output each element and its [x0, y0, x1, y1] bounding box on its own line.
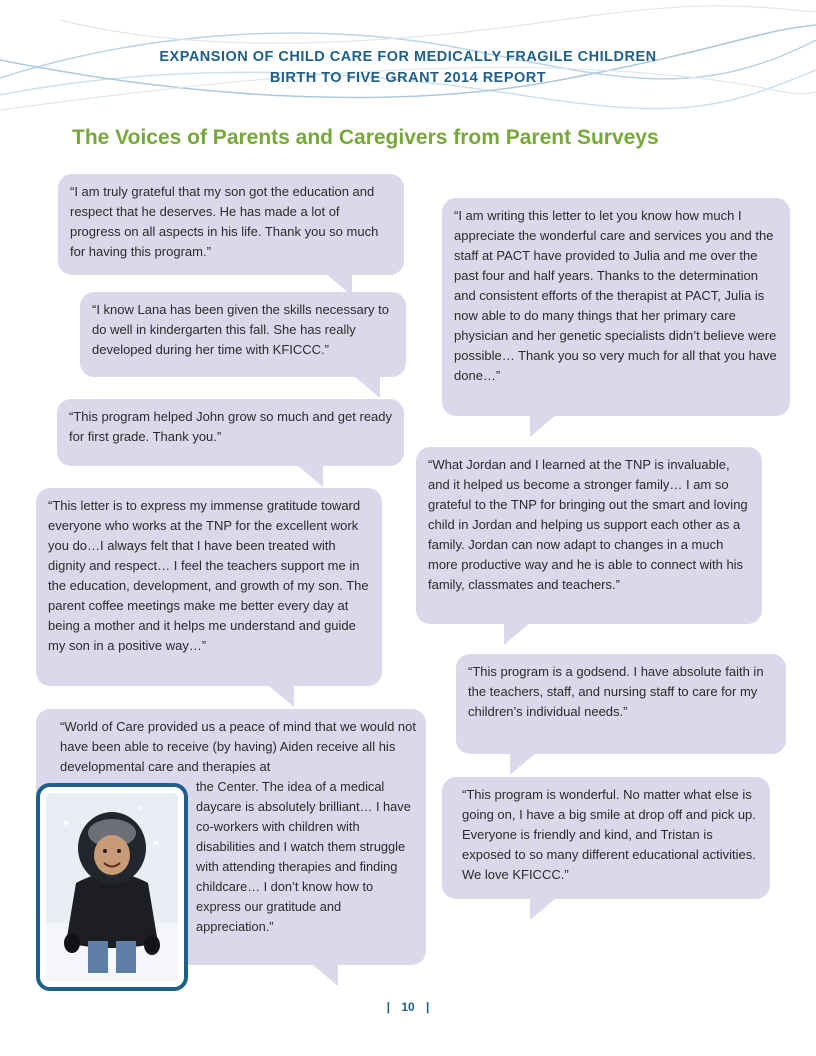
report-title-line-1: EXPANSION OF CHILD CARE FOR MEDICALLY FRAGILE CHILDREN	[159, 49, 657, 65]
page-footer	[0, 1000, 816, 1014]
quote-text-3: “This program helped John grow so much and get ready for first grade. Thank you.”	[69, 409, 393, 444]
quote-bubble-6	[442, 198, 790, 416]
speech-tail	[504, 623, 530, 645]
quote-text-5-bottom: the Center. The idea of a medical daycare is absolutely brilliant… I have co-workers with children with disabilities and I watch them struggle with attending therapies and finding childcare… I don’t know how to express our gratitude and appreciation.”	[196, 779, 411, 934]
quote-text-4: “This letter is to express my immense gratitude toward everyone who works at the TNP for the excellent work you do…I always felt that I have been treated with dignity and respect… I feel the teachers support me in the education, development, and growth of my son. The parent coffee meetings make me better every day at being a mother and it helps me understand and guide my son in a positive way…”	[48, 498, 369, 653]
quote-bubble-9	[442, 777, 770, 899]
quote-text-1: “I am truly grateful that my son got the education and respect that he deserves. He has made a lot of progress on all aspects in his life. Thank you so much for having this program.”	[70, 184, 379, 259]
quote-text-8: “This program is a godsend. I have absolute faith in the teachers, staff, and nursing staff to care for my children’s individual needs.”	[468, 664, 764, 719]
child-photo-frame	[36, 783, 188, 991]
quote-text-6: “I am writing this letter to let you know how much I appreciate the wonderful care and services you and the staff at PACT have provided to Julia and me over the past four and half years. Thanks to the determination and consistent efforts of the therapist at PACT, Julia is now able to do many things that her primary care physician and her genetic specialists didn’t believe were possible… Thank you so very much for all that you have done…”	[454, 208, 777, 383]
speech-tail	[530, 415, 556, 437]
child-in-snow-photo	[46, 793, 178, 981]
quote-text-5-top: “World of Care provided us a peace of mind that we would not have been able to receive (by having) Aiden receive all his developmental care and therapies at	[60, 719, 417, 774]
report-title-line-2: BIRTH TO FIVE GRANT 2014 REPORT	[269, 70, 547, 86]
quote-bubble-7	[416, 447, 762, 624]
page-number-divider: |	[426, 1000, 430, 1014]
speech-tail	[510, 753, 536, 775]
section-title: The Voices of Parents and Caregivers from Parent Surveys	[72, 126, 659, 149]
speech-tail	[354, 376, 380, 398]
speech-tail	[530, 898, 556, 920]
report-title	[0, 47, 816, 89]
quote-bubble-2	[80, 292, 406, 377]
quote-text-2: “I know Lana has been given the skills necessary to do well in kindergarten this fall. She has really developed during her time with KFICCC.”	[92, 302, 390, 357]
quote-bubble-4	[36, 488, 382, 686]
speech-tail	[312, 964, 338, 986]
speech-tail	[297, 465, 323, 487]
quote-text-7: “What Jordan and I learned at the TNP is invaluable, and it helped us become a stronger family… I am so grateful to the TNP for bringing out the smart and loving child in Jordan and helping us support each other as a family. Jordan can now adapt to changes in a much more productive way and he is able to connect with his family, classmates and teachers.”	[428, 457, 748, 592]
quote-text-9: “This program is wonderful. No matter what else is going on, I have a big smile at drop off and pick up. Everyone is friendly and kind, and Tristan is exposed to so many different educational activities. We love KFICCC.”	[462, 787, 756, 882]
quote-bubble-1	[58, 174, 404, 275]
quote-bubble-3	[57, 399, 404, 466]
page-number: 10	[401, 1000, 415, 1014]
speech-tail	[268, 685, 294, 707]
quote-bubble-8	[456, 654, 786, 754]
page-number-divider: |	[386, 1000, 390, 1014]
